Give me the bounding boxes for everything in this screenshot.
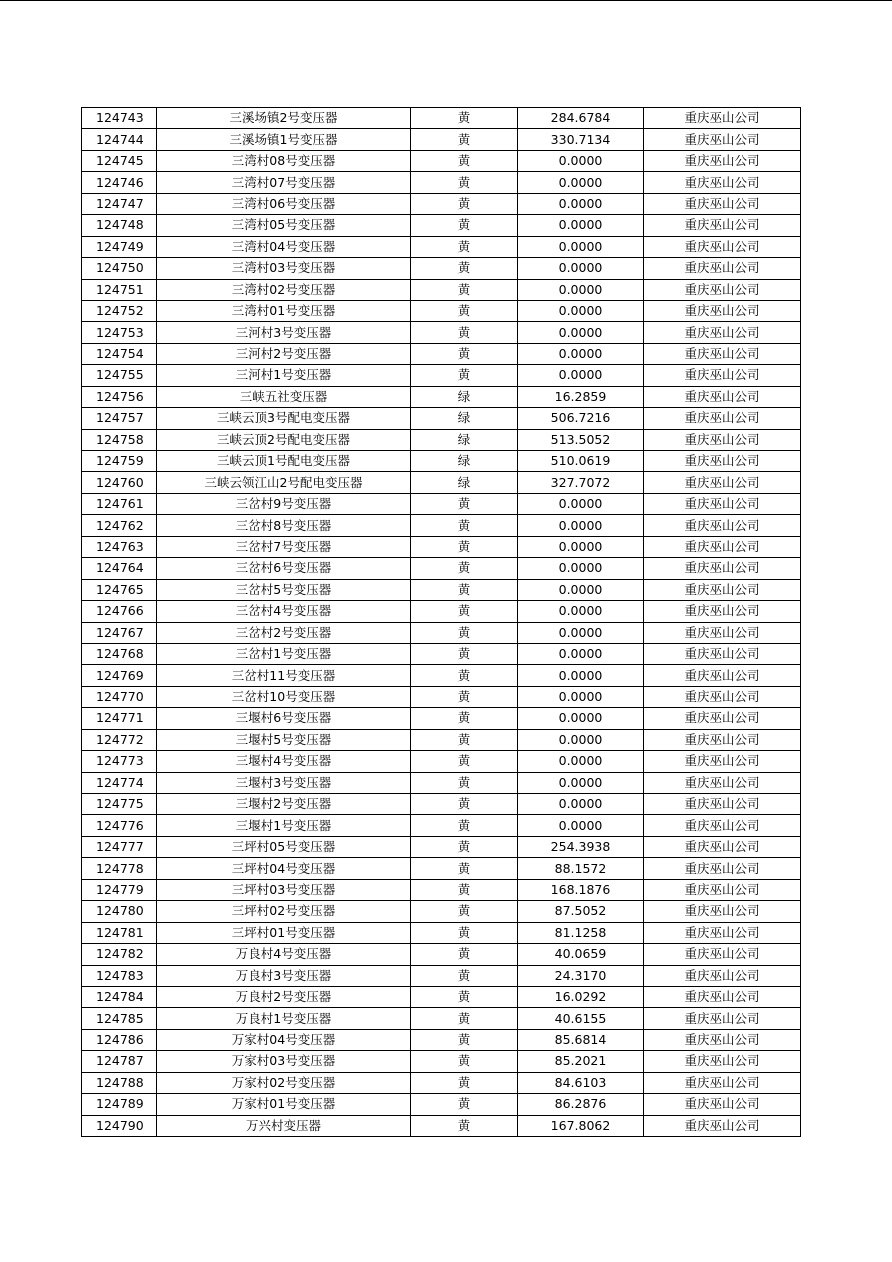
- cell-id: 124788: [82, 1072, 157, 1093]
- cell-id: 124766: [82, 601, 157, 622]
- cell-id: 124770: [82, 686, 157, 707]
- table-row: [82, 836, 801, 857]
- cell-company: 重庆巫山公司: [644, 215, 801, 236]
- cell-id: 124762: [82, 515, 157, 536]
- cell-transformer-name: 三岔村8号变压器: [157, 515, 411, 536]
- cell-company: 重庆巫山公司: [644, 536, 801, 557]
- cell-id: 124781: [82, 922, 157, 943]
- table-row: [82, 150, 801, 171]
- cell-status-color: 黄: [411, 686, 518, 707]
- cell-transformer-name: 三坪村03号变压器: [157, 879, 411, 900]
- cell-company: 重庆巫山公司: [644, 601, 801, 622]
- cell-transformer-name: 三坪村02号变压器: [157, 901, 411, 922]
- cell-id: 124758: [82, 429, 157, 450]
- cell-value: 168.1876: [518, 879, 644, 900]
- cell-value: 167.8062: [518, 1115, 644, 1136]
- cell-company: 重庆巫山公司: [644, 965, 801, 986]
- table-row: [82, 472, 801, 493]
- cell-value: 254.3938: [518, 836, 644, 857]
- cell-value: 81.1258: [518, 922, 644, 943]
- table-row: [82, 729, 801, 750]
- cell-value: 510.0619: [518, 451, 644, 472]
- cell-transformer-name: 三堰村6号变压器: [157, 708, 411, 729]
- cell-status-color: 黄: [411, 279, 518, 300]
- cell-company: 重庆巫山公司: [644, 815, 801, 836]
- table-row: [82, 536, 801, 557]
- cell-status-color: 黄: [411, 879, 518, 900]
- table-row: [82, 343, 801, 364]
- table-row: [82, 879, 801, 900]
- cell-id: 124754: [82, 343, 157, 364]
- cell-id: 124785: [82, 1008, 157, 1029]
- cell-status-color: 黄: [411, 665, 518, 686]
- cell-transformer-name: 万家村03号变压器: [157, 1051, 411, 1072]
- table-row: [82, 708, 801, 729]
- cell-transformer-name: 三湾村05号变压器: [157, 215, 411, 236]
- cell-value: 16.2859: [518, 386, 644, 407]
- cell-status-color: 黄: [411, 172, 518, 193]
- cell-company: 重庆巫山公司: [644, 579, 801, 600]
- cell-transformer-name: 三堰村2号变压器: [157, 794, 411, 815]
- cell-id: 124749: [82, 236, 157, 257]
- cell-status-color: 绿: [411, 451, 518, 472]
- cell-id: 124752: [82, 300, 157, 321]
- cell-id: 124778: [82, 858, 157, 879]
- cell-id: 124772: [82, 729, 157, 750]
- cell-status-color: 黄: [411, 836, 518, 857]
- cell-transformer-name: 三岔村7号变压器: [157, 536, 411, 557]
- table-row: [82, 1008, 801, 1029]
- cell-id: 124765: [82, 579, 157, 600]
- cell-company: 重庆巫山公司: [644, 901, 801, 922]
- cell-status-color: 黄: [411, 150, 518, 171]
- cell-transformer-name: 万良村3号变压器: [157, 965, 411, 986]
- cell-id: 124760: [82, 472, 157, 493]
- cell-id: 124767: [82, 622, 157, 643]
- cell-company: 重庆巫山公司: [644, 879, 801, 900]
- cell-company: 重庆巫山公司: [644, 429, 801, 450]
- table-row: [82, 1029, 801, 1050]
- cell-value: 40.0659: [518, 944, 644, 965]
- table-row: [82, 365, 801, 386]
- table-row: [82, 986, 801, 1007]
- cell-status-color: 绿: [411, 386, 518, 407]
- cell-id: 124750: [82, 258, 157, 279]
- cell-transformer-name: 万兴村变压器: [157, 1115, 411, 1136]
- cell-value: 327.7072: [518, 472, 644, 493]
- cell-value: 506.7216: [518, 408, 644, 429]
- cell-id: 124753: [82, 322, 157, 343]
- cell-value: 87.5052: [518, 901, 644, 922]
- cell-id: 124744: [82, 129, 157, 150]
- table-row: [82, 258, 801, 279]
- cell-value: 0.0000: [518, 322, 644, 343]
- cell-id: 124780: [82, 901, 157, 922]
- cell-id: 124746: [82, 172, 157, 193]
- cell-transformer-name: 万家村02号变压器: [157, 1072, 411, 1093]
- cell-value: 0.0000: [518, 708, 644, 729]
- cell-status-color: 黄: [411, 729, 518, 750]
- cell-company: 重庆巫山公司: [644, 1072, 801, 1093]
- cell-transformer-name: 三堰村1号变压器: [157, 815, 411, 836]
- cell-status-color: 黄: [411, 901, 518, 922]
- cell-status-color: 黄: [411, 258, 518, 279]
- cell-id: 124761: [82, 493, 157, 514]
- cell-value: 0.0000: [518, 300, 644, 321]
- table-row: [82, 1072, 801, 1093]
- cell-company: 重庆巫山公司: [644, 1051, 801, 1072]
- cell-transformer-name: 三岔村2号变压器: [157, 622, 411, 643]
- table-row: [82, 300, 801, 321]
- table-body: [82, 108, 801, 1137]
- table-row: [82, 794, 801, 815]
- cell-value: 0.0000: [518, 772, 644, 793]
- table-row: [82, 215, 801, 236]
- cell-id: 124777: [82, 836, 157, 857]
- table-row: [82, 236, 801, 257]
- cell-transformer-name: 三岔村5号变压器: [157, 579, 411, 600]
- cell-transformer-name: 三溪场镇2号变压器: [157, 108, 411, 129]
- cell-status-color: 黄: [411, 643, 518, 664]
- cell-status-color: 绿: [411, 429, 518, 450]
- table-row: [82, 901, 801, 922]
- table-row: [82, 579, 801, 600]
- table-row: [82, 686, 801, 707]
- cell-id: 124790: [82, 1115, 157, 1136]
- cell-id: 124784: [82, 986, 157, 1007]
- cell-value: 0.0000: [518, 751, 644, 772]
- cell-company: 重庆巫山公司: [644, 665, 801, 686]
- cell-status-color: 黄: [411, 772, 518, 793]
- cell-value: 85.6814: [518, 1029, 644, 1050]
- cell-transformer-name: 三岔村9号变压器: [157, 493, 411, 514]
- cell-transformer-name: 三岔村6号变压器: [157, 558, 411, 579]
- cell-status-color: 黄: [411, 322, 518, 343]
- cell-company: 重庆巫山公司: [644, 686, 801, 707]
- cell-status-color: 黄: [411, 365, 518, 386]
- table-row: [82, 108, 801, 129]
- cell-company: 重庆巫山公司: [644, 493, 801, 514]
- cell-value: 0.0000: [518, 150, 644, 171]
- cell-value: 0.0000: [518, 493, 644, 514]
- cell-transformer-name: 三坪村04号变压器: [157, 858, 411, 879]
- cell-value: 0.0000: [518, 279, 644, 300]
- cell-transformer-name: 三湾村04号变压器: [157, 236, 411, 257]
- cell-status-color: 黄: [411, 1115, 518, 1136]
- cell-value: 0.0000: [518, 686, 644, 707]
- cell-transformer-name: 三湾村01号变压器: [157, 300, 411, 321]
- table-row: [82, 665, 801, 686]
- cell-id: 124779: [82, 879, 157, 900]
- cell-transformer-name: 万良村2号变压器: [157, 986, 411, 1007]
- cell-company: 重庆巫山公司: [644, 322, 801, 343]
- cell-transformer-name: 三岔村10号变压器: [157, 686, 411, 707]
- cell-status-color: 绿: [411, 472, 518, 493]
- cell-status-color: 黄: [411, 1051, 518, 1072]
- cell-status-color: 黄: [411, 129, 518, 150]
- cell-transformer-name: 三峡云顶3号配电变压器: [157, 408, 411, 429]
- cell-status-color: 黄: [411, 622, 518, 643]
- cell-status-color: 黄: [411, 708, 518, 729]
- table-row: [82, 643, 801, 664]
- cell-transformer-name: 万良村1号变压器: [157, 1008, 411, 1029]
- cell-company: 重庆巫山公司: [644, 408, 801, 429]
- cell-transformer-name: 三湾村06号变压器: [157, 193, 411, 214]
- cell-id: 124755: [82, 365, 157, 386]
- cell-value: 0.0000: [518, 365, 644, 386]
- table-row: [82, 279, 801, 300]
- cell-id: 124769: [82, 665, 157, 686]
- cell-status-color: 黄: [411, 515, 518, 536]
- cell-status-color: 黄: [411, 108, 518, 129]
- table-row: [82, 815, 801, 836]
- cell-transformer-name: 三河村1号变压器: [157, 365, 411, 386]
- cell-id: 124757: [82, 408, 157, 429]
- cell-company: 重庆巫山公司: [644, 558, 801, 579]
- table-row: [82, 386, 801, 407]
- cell-company: 重庆巫山公司: [644, 129, 801, 150]
- table-row: [82, 772, 801, 793]
- cell-status-color: 黄: [411, 815, 518, 836]
- cell-company: 重庆巫山公司: [644, 108, 801, 129]
- table-row: [82, 601, 801, 622]
- cell-value: 88.1572: [518, 858, 644, 879]
- table-row: [82, 922, 801, 943]
- cell-value: 330.7134: [518, 129, 644, 150]
- cell-status-color: 黄: [411, 536, 518, 557]
- cell-value: 284.6784: [518, 108, 644, 129]
- table-row: [82, 322, 801, 343]
- cell-id: 124768: [82, 643, 157, 664]
- cell-transformer-name: 三峡云顶2号配电变压器: [157, 429, 411, 450]
- cell-company: 重庆巫山公司: [644, 794, 801, 815]
- cell-transformer-name: 三堰村5号变压器: [157, 729, 411, 750]
- cell-company: 重庆巫山公司: [644, 858, 801, 879]
- cell-value: 0.0000: [518, 794, 644, 815]
- table-row: [82, 129, 801, 150]
- cell-value: 0.0000: [518, 536, 644, 557]
- cell-value: 0.0000: [518, 729, 644, 750]
- cell-value: 0.0000: [518, 515, 644, 536]
- cell-value: 0.0000: [518, 579, 644, 600]
- cell-company: 重庆巫山公司: [644, 729, 801, 750]
- cell-transformer-name: 三岔村1号变压器: [157, 643, 411, 664]
- cell-company: 重庆巫山公司: [644, 172, 801, 193]
- cell-value: 0.0000: [518, 601, 644, 622]
- cell-transformer-name: 三湾村03号变压器: [157, 258, 411, 279]
- cell-id: 124759: [82, 451, 157, 472]
- table-row: [82, 965, 801, 986]
- cell-status-color: 绿: [411, 408, 518, 429]
- cell-id: 124783: [82, 965, 157, 986]
- cell-value: 0.0000: [518, 343, 644, 364]
- cell-company: 重庆巫山公司: [644, 772, 801, 793]
- cell-value: 0.0000: [518, 236, 644, 257]
- cell-id: 124756: [82, 386, 157, 407]
- cell-transformer-name: 三峡五社变压器: [157, 386, 411, 407]
- cell-transformer-name: 三堰村3号变压器: [157, 772, 411, 793]
- table-row: [82, 1094, 801, 1115]
- cell-id: 124774: [82, 772, 157, 793]
- cell-transformer-name: 三湾村07号变压器: [157, 172, 411, 193]
- table-row: [82, 858, 801, 879]
- table-row: [82, 944, 801, 965]
- cell-company: 重庆巫山公司: [644, 300, 801, 321]
- cell-company: 重庆巫山公司: [644, 386, 801, 407]
- cell-status-color: 黄: [411, 579, 518, 600]
- cell-id: 124771: [82, 708, 157, 729]
- cell-company: 重庆巫山公司: [644, 258, 801, 279]
- table-row: [82, 515, 801, 536]
- table-row: [82, 493, 801, 514]
- cell-transformer-name: 三坪村01号变压器: [157, 922, 411, 943]
- table-row: [82, 751, 801, 772]
- cell-company: 重庆巫山公司: [644, 1115, 801, 1136]
- cell-company: 重庆巫山公司: [644, 451, 801, 472]
- cell-company: 重庆巫山公司: [644, 515, 801, 536]
- cell-status-color: 黄: [411, 558, 518, 579]
- table-row: [82, 408, 801, 429]
- cell-value: 0.0000: [518, 215, 644, 236]
- cell-id: 124776: [82, 815, 157, 836]
- cell-transformer-name: 三峡云顶1号配电变压器: [157, 451, 411, 472]
- cell-value: 0.0000: [518, 558, 644, 579]
- table-row: [82, 1115, 801, 1136]
- cell-value: 513.5052: [518, 429, 644, 450]
- cell-id: 124745: [82, 150, 157, 171]
- table-row: [82, 558, 801, 579]
- cell-id: 124764: [82, 558, 157, 579]
- cell-transformer-name: 万家村04号变压器: [157, 1029, 411, 1050]
- cell-transformer-name: 三湾村02号变压器: [157, 279, 411, 300]
- cell-id: 124787: [82, 1051, 157, 1072]
- cell-status-color: 黄: [411, 751, 518, 772]
- cell-status-color: 黄: [411, 493, 518, 514]
- cell-company: 重庆巫山公司: [644, 986, 801, 1007]
- table-row: [82, 429, 801, 450]
- table-row: [82, 1051, 801, 1072]
- cell-company: 重庆巫山公司: [644, 1029, 801, 1050]
- cell-status-color: 黄: [411, 1008, 518, 1029]
- cell-status-color: 黄: [411, 1094, 518, 1115]
- cell-status-color: 黄: [411, 1072, 518, 1093]
- cell-company: 重庆巫山公司: [644, 279, 801, 300]
- cell-transformer-name: 三河村2号变压器: [157, 343, 411, 364]
- cell-transformer-name: 三溪场镇1号变压器: [157, 129, 411, 150]
- cell-status-color: 黄: [411, 601, 518, 622]
- cell-company: 重庆巫山公司: [644, 343, 801, 364]
- cell-value: 84.6103: [518, 1072, 644, 1093]
- cell-transformer-name: 三河村3号变压器: [157, 322, 411, 343]
- cell-status-color: 黄: [411, 1029, 518, 1050]
- cell-value: 0.0000: [518, 193, 644, 214]
- cell-id: 124743: [82, 108, 157, 129]
- cell-value: 0.0000: [518, 815, 644, 836]
- cell-company: 重庆巫山公司: [644, 708, 801, 729]
- cell-transformer-name: 万家村01号变压器: [157, 1094, 411, 1115]
- cell-status-color: 黄: [411, 343, 518, 364]
- cell-status-color: 黄: [411, 193, 518, 214]
- cell-transformer-name: 三堰村4号变压器: [157, 751, 411, 772]
- cell-id: 124789: [82, 1094, 157, 1115]
- cell-company: 重庆巫山公司: [644, 944, 801, 965]
- cell-company: 重庆巫山公司: [644, 236, 801, 257]
- cell-company: 重庆巫山公司: [644, 622, 801, 643]
- cell-transformer-name: 三峡云领江山2号配电变压器: [157, 472, 411, 493]
- cell-transformer-name: 三岔村11号变压器: [157, 665, 411, 686]
- cell-status-color: 黄: [411, 944, 518, 965]
- cell-value: 0.0000: [518, 665, 644, 686]
- cell-company: 重庆巫山公司: [644, 836, 801, 857]
- cell-company: 重庆巫山公司: [644, 472, 801, 493]
- cell-status-color: 黄: [411, 986, 518, 1007]
- cell-status-color: 黄: [411, 965, 518, 986]
- cell-company: 重庆巫山公司: [644, 643, 801, 664]
- cell-id: 124782: [82, 944, 157, 965]
- cell-value: 40.6155: [518, 1008, 644, 1029]
- cell-company: 重庆巫山公司: [644, 922, 801, 943]
- transformer-table: [81, 107, 801, 1137]
- cell-value: 0.0000: [518, 622, 644, 643]
- cell-company: 重庆巫山公司: [644, 751, 801, 772]
- cell-value: 85.2021: [518, 1051, 644, 1072]
- cell-value: 24.3170: [518, 965, 644, 986]
- cell-company: 重庆巫山公司: [644, 150, 801, 171]
- table-row: [82, 172, 801, 193]
- cell-status-color: 黄: [411, 858, 518, 879]
- cell-transformer-name: 三岔村4号变压器: [157, 601, 411, 622]
- cell-id: 124748: [82, 215, 157, 236]
- table-row: [82, 451, 801, 472]
- cell-id: 124747: [82, 193, 157, 214]
- cell-value: 16.0292: [518, 986, 644, 1007]
- cell-status-color: 黄: [411, 215, 518, 236]
- cell-value: 0.0000: [518, 643, 644, 664]
- cell-id: 124763: [82, 536, 157, 557]
- cell-status-color: 黄: [411, 794, 518, 815]
- cell-status-color: 黄: [411, 922, 518, 943]
- cell-id: 124786: [82, 1029, 157, 1050]
- table-row: [82, 622, 801, 643]
- cell-company: 重庆巫山公司: [644, 365, 801, 386]
- cell-id: 124775: [82, 794, 157, 815]
- cell-transformer-name: 万良村4号变压器: [157, 944, 411, 965]
- page-top-border: [0, 0, 892, 1]
- cell-company: 重庆巫山公司: [644, 1008, 801, 1029]
- cell-value: 0.0000: [518, 172, 644, 193]
- cell-status-color: 黄: [411, 236, 518, 257]
- cell-company: 重庆巫山公司: [644, 1094, 801, 1115]
- cell-company: 重庆巫山公司: [644, 193, 801, 214]
- cell-id: 124751: [82, 279, 157, 300]
- cell-transformer-name: 三坪村05号变压器: [157, 836, 411, 857]
- table-row: [82, 193, 801, 214]
- cell-transformer-name: 三湾村08号变压器: [157, 150, 411, 171]
- cell-value: 86.2876: [518, 1094, 644, 1115]
- cell-status-color: 黄: [411, 300, 518, 321]
- cell-id: 124773: [82, 751, 157, 772]
- cell-value: 0.0000: [518, 258, 644, 279]
